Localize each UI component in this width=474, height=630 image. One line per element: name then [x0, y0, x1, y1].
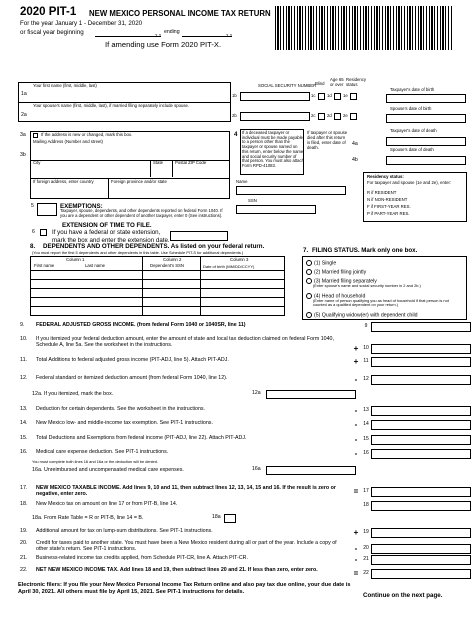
line-number: 15. — [20, 435, 28, 441]
single-radio-icon — [306, 260, 312, 266]
spouse-age65-checkbox[interactable] — [334, 113, 341, 120]
line-description: Federal standard or itemized deduction amount (from federal Form 1040, line 12). — [36, 375, 228, 381]
sub-box-label: 18a — [212, 514, 221, 520]
residency-label: Residency status — [346, 77, 367, 87]
line-box-number: 19 — [363, 529, 369, 535]
dep-col2-header: Column 2 — [163, 257, 182, 262]
line-description: Medical care expense deduction. See PIT-1 instructions. — [36, 449, 169, 455]
line-operator: + — [353, 528, 359, 537]
line-box-number: 14 — [363, 421, 369, 427]
widow-radio-icon — [306, 312, 312, 318]
residency-title: Residency status: — [367, 174, 404, 179]
line-description: If you itemized, mark the box. — [44, 391, 114, 397]
taxpayer-dob-input[interactable] — [386, 94, 466, 103]
extension-date-input[interactable] — [170, 231, 228, 241]
row-8: 8. — [30, 243, 36, 250]
line-operator: - — [354, 555, 358, 564]
line-number: 12a. — [32, 391, 43, 397]
line-operator: - — [354, 375, 358, 384]
age-label: Age 65 or over — [330, 77, 344, 87]
dependent-dob-input[interactable] — [201, 271, 284, 315]
line-description: Total Deductions and Exemptions from federal income (PIT-ADJ, line 22). Attach PIT-ADJ. — [36, 435, 247, 441]
extension-checkbox[interactable] — [40, 229, 47, 236]
line-operator: - — [354, 449, 358, 458]
dependents-subtitle: (You must report the first 5 dependents and other dependents in this table. Use Schedule PIT-S for additional dependents.) — [32, 250, 244, 255]
spouse-blind-checkbox[interactable] — [318, 113, 325, 120]
line-number: 10. — [20, 336, 28, 342]
line-box-number: 21 — [363, 556, 369, 562]
line-22-amount-input[interactable] — [371, 569, 471, 579]
filing-single[interactable]: (1) Single — [306, 260, 336, 267]
spouse-name-input[interactable] — [30, 111, 228, 120]
line-number: 18a. — [32, 515, 43, 521]
row-1c: 1c — [311, 93, 316, 98]
line-description: FEDERAL ADJUSTED GROSS INCOME. (from federal Form 1040 or 1040SR, line 11) — [36, 322, 246, 328]
spouse-death-input[interactable] — [386, 156, 466, 165]
line-10-amount-input[interactable] — [371, 344, 471, 354]
exemptions-text: Taxpayer, spouse, dependents, and other dependents reported on federal Form 1040. If you are a dependent or other dependent of another taxpayer, enter 0 (See instructions). — [60, 208, 223, 218]
line-number: 13. — [20, 406, 28, 412]
dependent-ssn-input[interactable] — [143, 271, 199, 315]
line-description: New Mexico low- and middle-income tax exemption. See PIT-1 instructions. — [36, 420, 213, 426]
state-label: State — [153, 160, 164, 165]
line-operator: - — [354, 406, 358, 415]
line-12a-input[interactable] — [266, 390, 356, 399]
address-change-checkbox[interactable] — [33, 133, 38, 138]
line-description: If you itemized your federal deduction amount, enter the amount of state and local tax deduction claimed on federal Form 1040, Schedule A, line 5a. See the worksheet in the instructions. — [36, 336, 334, 349]
address-change-text: If the address is new or changed, mark this box. — [41, 132, 133, 137]
line-13-amount-input[interactable] — [371, 406, 471, 416]
spouse-dob-input[interactable] — [386, 114, 466, 123]
spouse-ssn-input[interactable] — [240, 112, 310, 121]
line-operator: + — [353, 357, 359, 366]
line-description: Total Additions to federal adjusted gross income (PIT-ADJ, line 5). Attach PIT-ADJ. — [36, 357, 229, 363]
line-number: 12. — [20, 375, 28, 381]
line-box-number: 10 — [363, 345, 369, 351]
extension-text-1: If you have a federal or state extension, — [52, 229, 161, 236]
residency-subtitle: For taxpayer and spouse (1e and 2e), enter: — [367, 180, 452, 185]
mailing-address-input[interactable] — [33, 146, 228, 158]
line-description: NET NEW MEXICO INCOME TAX. Add lines 18 and 19, then subtract lines 20 and 21. If less than zero, enter zero. — [36, 567, 318, 573]
line-box-number: 18 — [363, 502, 369, 508]
line-16a-input[interactable] — [266, 466, 356, 475]
line-18a-input[interactable] — [224, 514, 236, 523]
line-box-number: 22 — [363, 570, 369, 576]
line-number: 21. — [20, 555, 28, 561]
line-description: New Mexico tax on amount on line 17 or from PIT-B, line 14. — [36, 501, 178, 507]
line-box-number: 16 — [363, 450, 369, 456]
exemptions-count-input[interactable] — [37, 203, 57, 216]
deceased-payee-name-input[interactable] — [236, 186, 346, 195]
line-number: 16a. — [32, 467, 43, 473]
extension-text-2: mark the box and enter the extension date. — [52, 237, 170, 244]
fiscal-code-2: 2 2 — [226, 33, 232, 38]
row-3a: 3a — [20, 132, 26, 138]
line-box-number: 13 — [363, 407, 369, 413]
deceased-text: If a deceased taxpayer or individual must be made payable to a person other than the taxpayer or spouse named on this return, enter below the name and social security number of that person. You must also attach Form RPD-41083. — [242, 130, 304, 168]
line-box-number: 9 — [364, 323, 368, 329]
state-input[interactable] — [152, 167, 170, 176]
row-2c: 2c — [311, 113, 316, 118]
foreign-province-label: Foreign province and/or state — [111, 179, 167, 184]
spouse-death-label: Spouse's date of death — [390, 147, 434, 152]
row-5: 5 — [31, 203, 34, 209]
line-description: Deduction for certain dependents. See the worksheet in the instructions. — [36, 406, 206, 412]
residency-option-f: F if FIRST-YEAR RES. — [367, 204, 411, 209]
line-number: 17. — [20, 485, 28, 491]
taxpayer-residency-input[interactable] — [350, 93, 357, 100]
residency-option-r: R if RESIDENT — [367, 190, 397, 195]
line-description: Additional amount for tax on lump-sum distributions. See PIT-1 instructions. — [36, 528, 213, 534]
line-box-number: 12 — [363, 376, 369, 382]
line-21-amount-input[interactable] — [371, 555, 471, 565]
sub-box-label: 16a — [252, 466, 261, 472]
dep-ssn-header: Dependent's SSN — [150, 263, 185, 268]
tax-year-line: For the year January 1 - December 31, 2020 — [20, 20, 143, 27]
line-operator: = — [353, 569, 359, 578]
row-3b: 3b — [20, 152, 26, 158]
line-description: Unreimbursed and uncompensated medical care expenses. — [44, 467, 184, 473]
line-9-amount-input[interactable] — [371, 322, 471, 332]
line-14-amount-input[interactable] — [371, 420, 471, 430]
ending-label: ending — [164, 29, 180, 35]
form-year-id: 2020 PIT-1 — [20, 6, 77, 18]
your-name-label: Your first name (first, middle, last) — [33, 83, 97, 88]
row-6: 6 — [32, 229, 35, 235]
spouse-dob-label: Spouse's date of birth — [390, 106, 432, 111]
line-19-amount-input[interactable] — [371, 528, 471, 538]
row-4: 4 — [234, 131, 238, 138]
filing-hoh[interactable]: (4) Head of household — [306, 293, 365, 300]
line-number: 14. — [20, 420, 28, 426]
sub-box-label: 12a — [252, 390, 261, 396]
dep-col3-header: Column 3 — [230, 257, 249, 262]
residency-option-p: P if PART-YEAR RES. — [367, 211, 410, 216]
row-7: 7. — [303, 247, 309, 254]
line-18-amount-input[interactable] — [371, 501, 471, 511]
dependents-title: DEPENDENTS AND OTHER DEPENDENTS. As listed on your federal return. — [43, 243, 265, 250]
row-4a: 4a — [352, 141, 358, 147]
line-number: 9. — [20, 322, 25, 328]
row-1e: 1e — [343, 93, 348, 98]
efile-note: Electronic filers: If you file your New Mexico Personal Income Tax Return online and also pay tax due online, your due date is April 30, 2021. All others must file by April 15, 2021. See PIT-1 instructions for details. — [18, 582, 351, 595]
hoh-note: (Enter name of person qualifying you as head of household if that person is not counted as a qualified dependent on your return.) — [313, 298, 449, 308]
hoh-radio-icon — [306, 293, 312, 299]
taxpayer-blind-checkbox[interactable] — [318, 93, 325, 100]
line-17-amount-input[interactable] — [371, 487, 471, 497]
line-number: 11. — [20, 357, 28, 363]
line-number: 22. — [20, 567, 28, 573]
line-operator: - — [354, 420, 358, 429]
line-description: From Rate Table = R or PIT-B, line 14 = B. — [44, 515, 144, 521]
your-name-input[interactable] — [30, 91, 228, 100]
line-number: 20. — [20, 540, 28, 546]
dep-dob-header: Date of birth (MM/DD/CCYY) — [203, 264, 255, 269]
fiscal-year-label: or fiscal year beginning — [20, 29, 84, 36]
line-description: Business-related income tax credits applied, from Schedule PIT-CR, line A. Attach PIT-CR. — [36, 555, 248, 561]
line-15-amount-input[interactable] — [371, 435, 471, 445]
line-20-amount-input[interactable] — [371, 544, 471, 554]
line-11-amount-input[interactable] — [371, 357, 471, 367]
residency-option-n: N if NON-RESIDENT — [367, 197, 408, 202]
form-title: NEW MEXICO PERSONAL INCOME TAX RETURN — [89, 9, 271, 18]
separate-radio-icon — [306, 278, 312, 284]
taxpayer-age65-checkbox[interactable] — [334, 93, 341, 100]
city-label: City — [33, 160, 41, 165]
amended-label: If amending use Form 2020 PIT-X. — [105, 40, 222, 49]
zip-label: Postal ZIP Code — [175, 160, 207, 165]
spouse-name-label: Your spouse's name (first, middle, last), if married filing separately include spouse. — [33, 103, 190, 108]
line-box-number: 11 — [363, 358, 369, 364]
mailing-label: Mailing Address (Number and street) — [33, 139, 103, 144]
taxpayer-dob-label: Taxpayer's date of birth — [390, 87, 435, 92]
line-description: Credit for taxes paid to another state. You must have been a New Mexico resident during all or part of the year. Include a copy of other state's return. See PIT-1 instructions. — [36, 540, 337, 553]
line-operator: - — [354, 544, 358, 553]
row-2a: 2a — [21, 112, 27, 118]
line-operator: - — [354, 435, 358, 444]
line-box-number: 15 — [363, 436, 369, 442]
row-1d: 1d — [327, 93, 332, 98]
foreign-address-label: If foreign address, enter country — [33, 179, 94, 184]
exemptions-label: EXEMPTIONS: — [60, 203, 103, 210]
line-description: NEW MEXICO TAXABLE INCOME. Add lines 9, 10 and 11, then subtract lines 12, 13, 14, 15 and 16. If the result is zero or negative, enter zero. — [36, 485, 336, 498]
line-12-amount-input[interactable] — [371, 375, 471, 385]
blind-label: Blind — [315, 81, 325, 86]
deceased-payee-ssn-input[interactable] — [236, 205, 316, 214]
name-field-label: Name — [236, 179, 248, 184]
dep-col1-header: Column 1 — [66, 257, 85, 262]
medical-note: You must complete both lines 16 and 16a or the deduction will be denied. — [32, 459, 158, 464]
dependent-names-input[interactable] — [31, 271, 141, 315]
deceased-note: If taxpayer or spouse died after this return is filed, enter date of death. — [307, 130, 348, 150]
ssn-field-label: SSN — [248, 198, 257, 203]
city-input[interactable] — [33, 167, 148, 176]
dep-first-name-header: First name — [34, 263, 55, 268]
line-16-amount-input[interactable] — [371, 449, 471, 459]
row-1b: 1b — [232, 93, 237, 98]
row-2d: 2d — [327, 113, 332, 118]
line-box-number: 20 — [363, 545, 369, 551]
continue-note: Continue on the next page. — [363, 592, 443, 599]
separate-note: (Enter spouse's name and social security number in 2 and 2b.) — [313, 283, 421, 288]
dep-last-name-header: Last name — [85, 263, 106, 268]
row-2e: 2e — [343, 113, 348, 118]
line-number: 19. — [20, 528, 28, 534]
filing-separate[interactable]: (3) Married filing separately — [306, 278, 377, 285]
filing-widow[interactable]: (5) Qualifying widow(er) with dependent child — [306, 312, 418, 319]
taxpayer-death-input[interactable] — [386, 137, 466, 146]
joint-radio-icon — [306, 269, 312, 275]
fiscal-code-1: 2 2 — [155, 33, 161, 38]
line-operator: = — [353, 487, 359, 496]
line-number: 16. — [20, 449, 28, 455]
extension-title: EXTENSION OF TIME TO FILE. — [62, 222, 152, 229]
line-box-number: 17 — [363, 488, 369, 494]
row-4b: 4b — [352, 157, 358, 163]
spouse-residency-input[interactable] — [350, 113, 357, 120]
zip-input[interactable] — [174, 167, 228, 176]
row-2b: 2b — [232, 113, 237, 118]
filing-joint[interactable]: (2) Married filing jointly — [306, 269, 366, 276]
line-number: 18. — [20, 501, 28, 507]
taxpayer-ssn-input[interactable] — [240, 92, 310, 101]
taxpayer-death-label: Taxpayer's date of death — [390, 128, 437, 133]
line-operator: + — [353, 344, 359, 353]
row-1a: 1a — [21, 91, 27, 97]
ssn-label: SOCIAL SECURITY NUMBER — [258, 83, 317, 88]
filing-status-title: FILING STATUS. Mark only one box. — [312, 247, 418, 254]
